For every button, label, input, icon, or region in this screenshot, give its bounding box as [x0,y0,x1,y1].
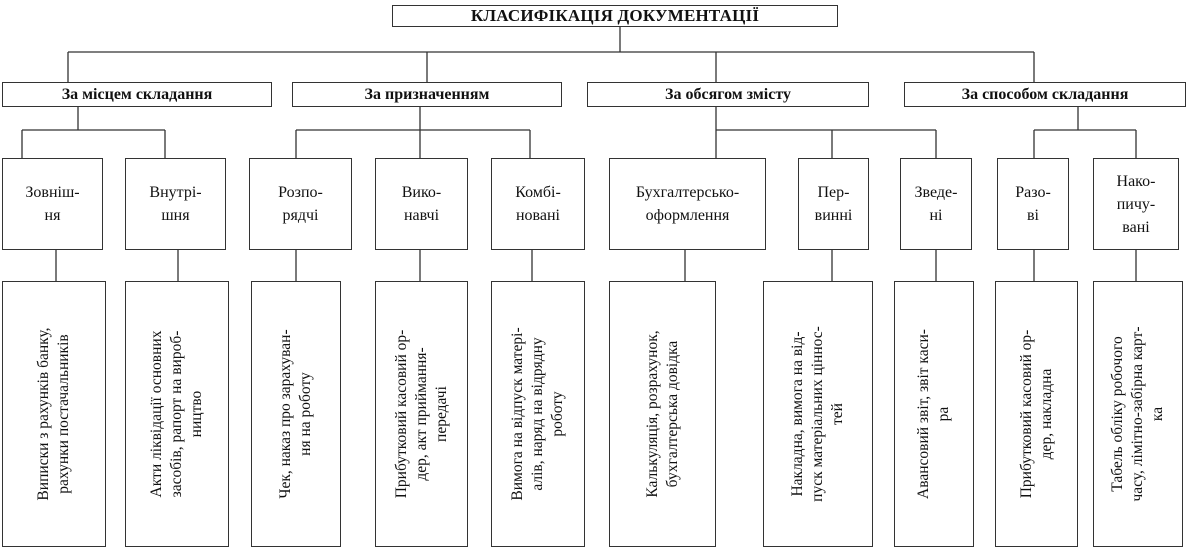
example-box [375,281,468,547]
type-summary: Зведе- ні [900,158,972,250]
category-by-purpose: За призначенням [292,82,562,107]
example-text: Табель обліку робочого часу, лімітно-забірна карт- ка [1109,326,1166,502]
type-accounting-registration: Бухгалтерсько- оформлення [609,158,766,250]
category-by-content-volume: За обсягом змісту [587,82,869,107]
example-box [2,281,106,547]
type-internal: Внутрі- шня [125,158,226,250]
type-primary: Пер- винні [798,158,869,250]
example-box [609,281,716,547]
example-box [1093,281,1183,547]
type-single: Разо- ві [997,158,1069,250]
type-administrative: Розпо- рядчі [249,158,352,250]
category-by-method: За способом складання [904,82,1186,107]
type-external: Зовніш- ня [2,158,103,250]
example-box [125,281,229,547]
example-text: Прибутковий касовий ор- дер, накладна [1017,329,1055,499]
example-text: Чек, наказ про зарахуван- ня на роботу [277,329,314,499]
diagram-title: КЛАСИФІКАЦІЯ ДОКУМЕНТАЦІЇ [392,5,838,27]
type-cumulative: Нако- пичу- вані [1093,158,1179,250]
example-text: Акти ліквідації основних засобів, рапорт на вироб- ництво [148,330,205,498]
example-text: Авансовий звіт, звіт каси- ра [915,329,952,499]
type-combined: Комбі- новані [491,158,585,250]
example-box [251,281,341,547]
example-box [763,281,873,547]
example-text: Вимога на відпуск матері- алів, наряд на відрядну роботу [509,327,566,501]
example-text: Прибутковий касовий ор- дер, акт приймання- передачі [392,329,450,499]
example-box [894,281,974,547]
example-box [491,281,585,547]
example-text: Накладна, вимога на від- пуск матеріальних ціннос- тей [789,326,846,502]
example-text: Калькуляція, розрахунок, бухгалтерська довідка [643,330,681,498]
example-text: Виписки з рахунків банку, рахунки постачальників [35,327,72,501]
example-box [995,281,1078,547]
category-by-place: За місцем складання [2,82,272,107]
type-executive: Вико- навчі [375,158,468,250]
